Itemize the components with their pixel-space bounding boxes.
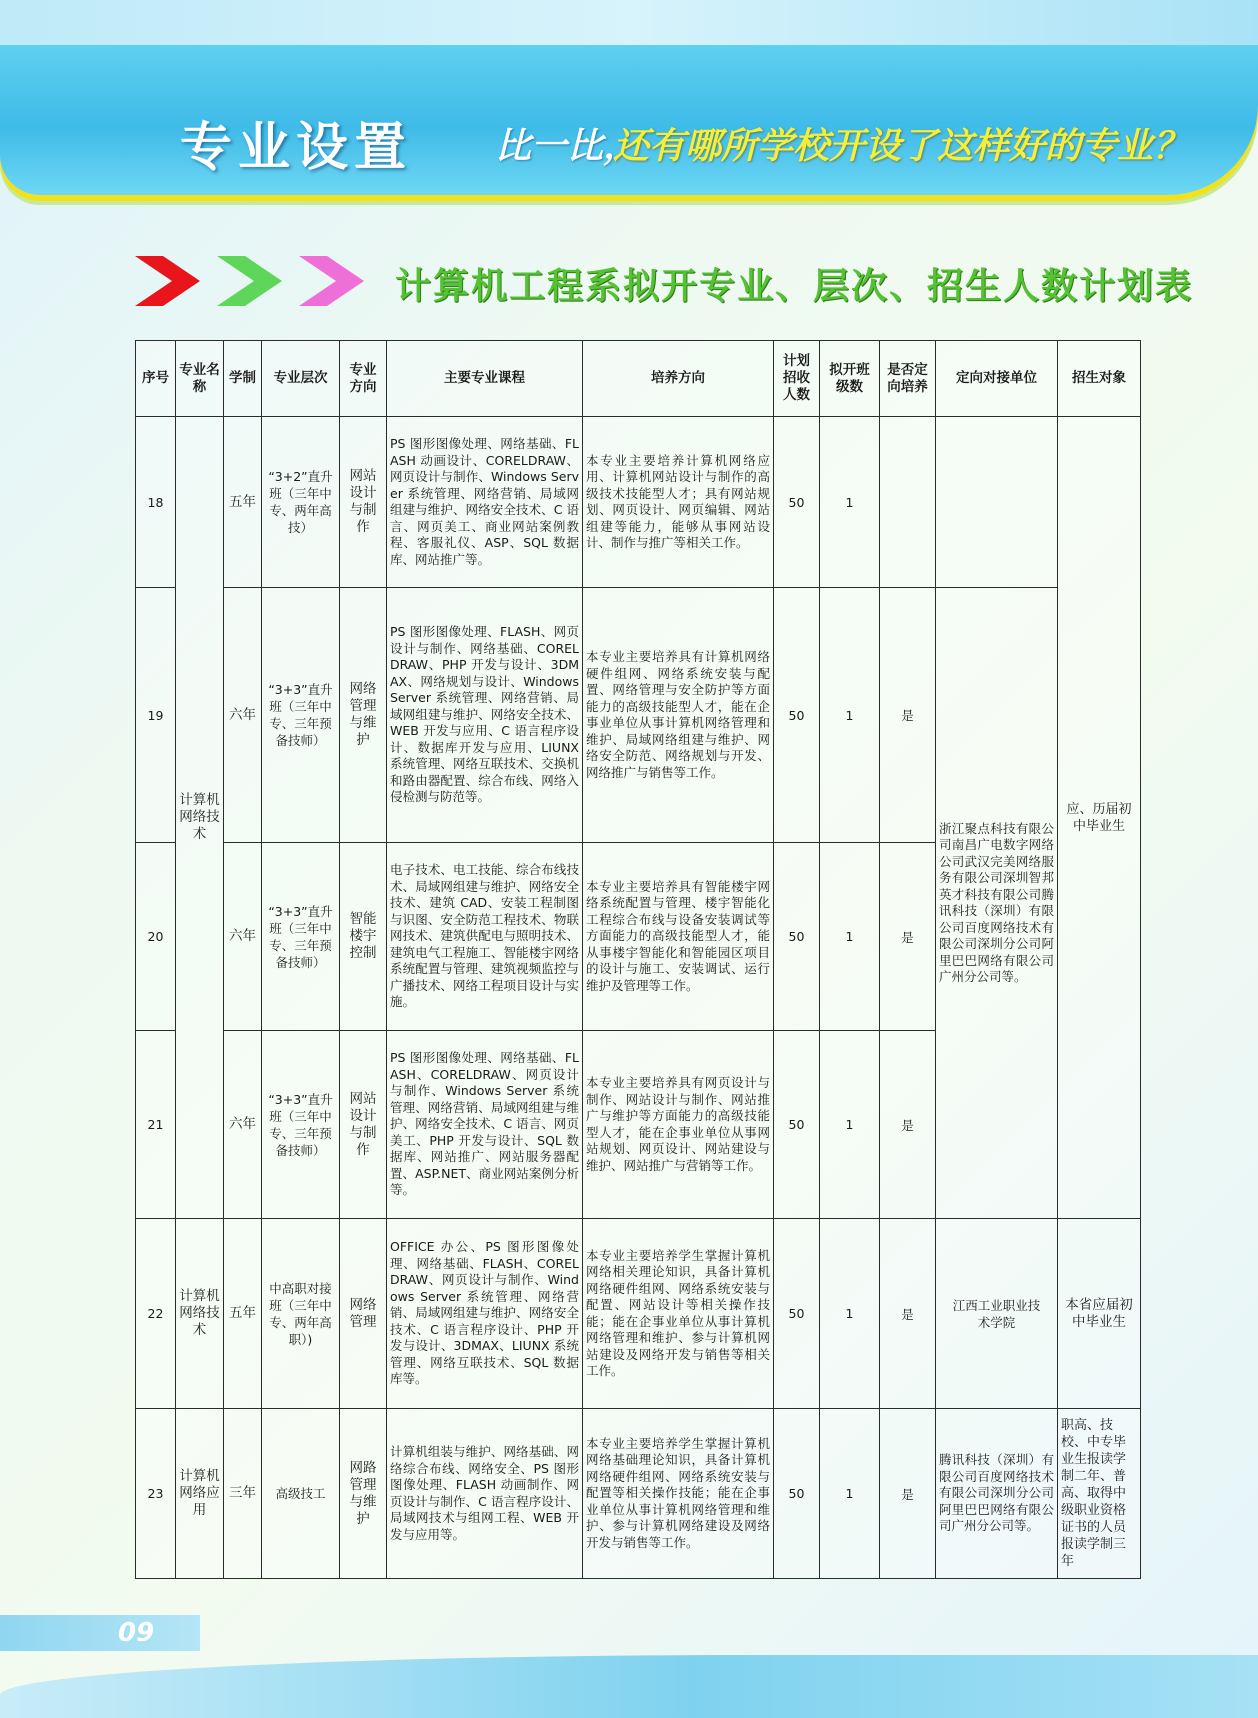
row-courses: OFFICE 办公、PS 图形图像处理、网络基础、FLASH、CORELDRAW、网页设计与制作、Windows Server 系统管理、网络营销、局域网组建与维护、网络安全技术、C 语言程序设计、PHP 开发与设计、3DMAX、LIUNX 系统管理、网络互联技术、SQL 数据库等。 [387, 1219, 583, 1409]
row-seq: 21 [136, 1031, 176, 1219]
table-row [136, 1219, 1141, 1409]
row-units-empty [936, 417, 1058, 588]
row-plan: 50 [774, 1031, 820, 1219]
row-level: “3+2”直升班（三年中专、两年高技） [262, 417, 340, 588]
row-courses: 电子技术、电工技能、综合布线技术、局域网组建与维护、网络安全技术、建筑 CAD、安装工程制图与识图、安全防范工程技术、物联网技术、建筑供配电与照明技术、建筑电气工程施工、智能楼宇网络系统配置与管理、建筑视频监控与广播技术、网络工程项目设计与实施。 [387, 843, 583, 1031]
row-direction: 网站设计与制作 [340, 1031, 387, 1219]
row-classes: 1 [820, 1409, 880, 1579]
row-courses: PS 图形图像处理、网络基础、FLASH、CORELDRAW、网页设计与制作、Windows Server 系统管理、网络营销、局域网组建与维护、网络安全技术、C 语言、网页美工、PHP 开发与设计、SQL 数据库、网站推广、网站服务器配置、ASP.NET、商业网站案例分析等。 [387, 1031, 583, 1219]
row-direction: 网络管理与维护 [340, 588, 387, 843]
row-units-merged: 浙江聚点科技有限公司南昌广电数字网络公司武汉完美网络服务有限公司深圳智邦英才科技有限公司腾讯科技（深圳）有限公司百度网络技术有限公司深圳分公司阿里巴巴网络有限公司广州分公司等。 [936, 588, 1058, 1219]
header-target: 招生对象 [1058, 341, 1141, 417]
enrollment-plan-table [135, 340, 1141, 1579]
header-plan: 计划招收人数 [774, 341, 820, 417]
row-goal: 本专业主要培养学生掌握计算机网络基础理论知识，具备计算机网络硬件组网、网络系统安装与配置等相关操作技能；能在企事业单位从事计算机网络管理和维护、参与计算机网络建设及网络开发与销售等工作。 [583, 1409, 774, 1579]
row-level: 高级技工 [262, 1409, 340, 1579]
row-classes: 1 [820, 588, 880, 843]
row-oriented [880, 417, 936, 588]
row-goal: 本专业主要培养计算机网络应用、计算机网站设计与制作的高级技术技能型人才；具有网站规划、网页设计、网页编辑、网站组建等能力，能够从事网站设计、制作与推广等相关工作。 [583, 417, 774, 588]
header-level: 专业层次 [262, 341, 340, 417]
row-target: 本省应届初中毕业生 [1058, 1219, 1141, 1409]
row-seq: 19 [136, 588, 176, 843]
row-classes: 1 [820, 1031, 880, 1219]
table-row [136, 417, 1141, 588]
row-years: 六年 [224, 588, 262, 843]
plan-table-wrapper [135, 340, 1141, 1579]
row-direction: 网站设计与制作 [340, 417, 387, 588]
row-plan: 50 [774, 1409, 820, 1579]
section-title: 计算机工程系拟开专业、层次、招生人数计划表 [395, 266, 1194, 307]
row-oriented: 是 [880, 588, 936, 843]
row-major-merged: 计算机网络技术 [176, 417, 224, 1219]
row-plan: 50 [774, 417, 820, 588]
chevron-right-icon [217, 256, 282, 306]
row-courses: PS 图形图像处理、FLASH、网页设计与制作、网络基础、CORELDRAW、PHP 开发与设计、3DMAX、网络规划与设计、Windows Server 系统管理、网络营销、局域网组建与维护、网络安全技术、WEB 开发与应用、C 语言程序设计、数据库开发与应用、LIUNX 系统管理、网络互联技术、交换机和路由器配置、综合布线、网络入侵检测与防范等。 [387, 588, 583, 843]
row-level: “3+3”直升班（三年中专、三年预备技师） [262, 588, 340, 843]
row-plan: 50 [774, 1219, 820, 1409]
table-row [136, 1409, 1141, 1579]
row-direction: 智能楼宇控制 [340, 843, 387, 1031]
row-major: 计算机网络应用 [176, 1409, 224, 1579]
header-goal: 培养方向 [583, 341, 774, 417]
table-row [136, 588, 1141, 843]
header-years: 学制 [224, 341, 262, 417]
row-level: 中高职对接班（三年中专、两年高职）) [262, 1219, 340, 1409]
row-units: 腾讯科技（深圳）有限公司百度网络技术有限公司深圳分公司阿里巴巴网络有限公司广州分公司等。 [936, 1409, 1058, 1579]
row-courses: 计算机组装与维护、网络基础、网络综合布线、网络安全、PS 图形图像处理、FLASH 动画制作、网页设计与制作、C 语言程序设计、局域网技术与组网工程、WEB 开发与应用等。 [387, 1409, 583, 1579]
header-units: 定向对接单位 [936, 341, 1058, 417]
header-direction: 专业方向 [340, 341, 387, 417]
row-target: 职高、技校、中专毕业生报读学制二年、普高、取得中级职业资格证书的人员报读学制三年 [1058, 1409, 1141, 1579]
row-major: 计算机网络技术 [176, 1219, 224, 1409]
row-seq: 20 [136, 843, 176, 1031]
row-classes: 1 [820, 843, 880, 1031]
row-oriented: 是 [880, 1409, 936, 1579]
row-years: 五年 [224, 417, 262, 588]
table-header-row [136, 341, 1141, 417]
header-courses: 主要专业课程 [387, 341, 583, 417]
chevron-right-icon [135, 256, 200, 306]
bottom-decor-band [0, 1655, 1258, 1718]
row-target-merged: 应、历届初中毕业生 [1058, 417, 1141, 1219]
row-direction: 网路管理与维护 [340, 1409, 387, 1579]
header-seq: 序号 [136, 341, 176, 417]
chevron-right-icon [299, 256, 364, 306]
row-classes: 1 [820, 1219, 880, 1409]
row-seq: 22 [136, 1219, 176, 1409]
row-units: 江西工业职业技术学院 [936, 1219, 1058, 1409]
row-years: 五年 [224, 1219, 262, 1409]
section-arrows [135, 256, 370, 306]
row-years: 六年 [224, 1031, 262, 1219]
page-number: 09 [118, 1618, 155, 1648]
row-seq: 23 [136, 1409, 176, 1579]
header-classes: 拟开班级数 [820, 341, 880, 417]
row-direction: 网络管理 [340, 1219, 387, 1409]
header-oriented: 是否定向培养 [880, 341, 936, 417]
row-plan: 50 [774, 588, 820, 843]
row-goal: 本专业主要培养具有计算机网络硬件组网、网络系统安装与配置、网络管理与安全防护等方面能力的高级技能型人才，能在企事业单位从事计算机网络管理和维护、局域网络组建与维护、网络安全防范、网络规划与开发、网络推广与销售等工作。 [583, 588, 774, 843]
header-slogan-prefix: 比一比， [495, 125, 640, 167]
row-goal: 本专业主要培养具有智能楼宇网络系统配置与管理、楼宇智能化工程综合布线与设备安装调试等方面能力的高级技能型人才，能从事楼宇智能化和智能园区项目的设计与施工、安装调试、运行维护及管理等工作。 [583, 843, 774, 1031]
row-level: “3+3”直升班（三年中专、三年预备技师） [262, 1031, 340, 1219]
row-level: “3+3”直升班（三年中专、三年预备技师） [262, 843, 340, 1031]
row-years: 三年 [224, 1409, 262, 1579]
page-title: 专业设置 [180, 118, 413, 178]
row-classes: 1 [820, 417, 880, 588]
row-courses: PS 图形图像处理、网络基础、FLASH 动画设计、CORELDRAW、网页设计与制作、Windows Server 系统管理、网络营销、局域网组建与维护、网络安全技术、C 语言、网页美工、商业网站案例教程、客服礼仪、ASP、SQL 数据库、网站推广等。 [387, 417, 583, 588]
row-oriented: 是 [880, 843, 936, 1031]
row-years: 六年 [224, 843, 262, 1031]
header-slogan: 还有哪所学校开设了这样好的专业？ [613, 125, 1190, 167]
row-plan: 50 [774, 843, 820, 1031]
row-oriented: 是 [880, 1031, 936, 1219]
row-goal: 本专业主要培养具有网页设计与制作、网站设计与制作、网站推广与维护等方面能力的高级技能型人才，能在企事业单位从事网站规划、网页设计、网站建设与维护、网站推广与营销等工作。 [583, 1031, 774, 1219]
page-number-tab [0, 1615, 200, 1651]
row-seq: 18 [136, 417, 176, 588]
row-oriented: 是 [880, 1219, 936, 1409]
header-major: 专业名称 [176, 341, 224, 417]
row-goal: 本专业主要培养学生掌握计算机网络相关理论知识，具备计算机网络硬件组网、网络系统安装与配置、网站设计等相关操作技能；能在企事业单位从事计算机网络管理和维护、参与计算机网站建设及网络开发与销售等相关工作。 [583, 1219, 774, 1409]
